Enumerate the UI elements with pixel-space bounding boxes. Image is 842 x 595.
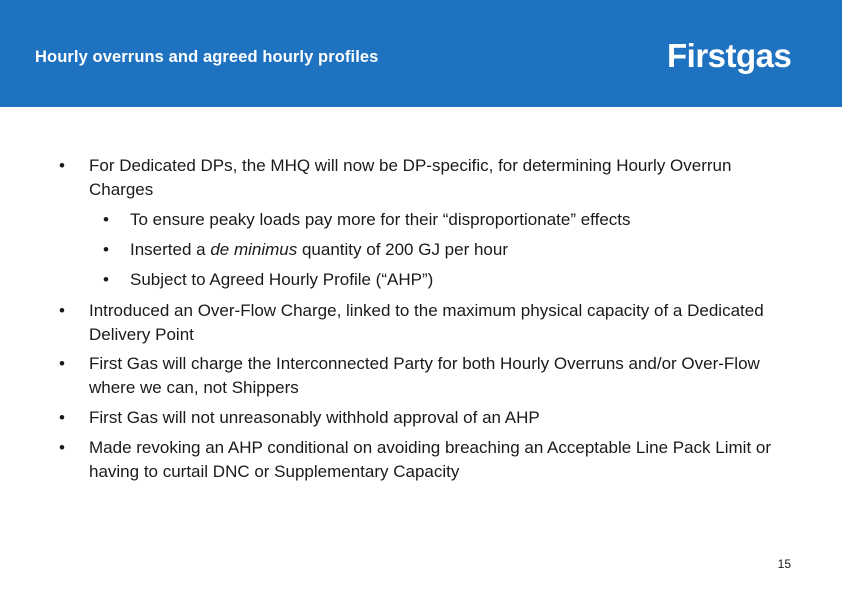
sub-bullet-item [103, 208, 790, 232]
bullet-text: For Dedicated DPs, the MHQ will now be DP-specific, for determining Hourly Overrun Charges [89, 156, 732, 199]
bullet-dot: • [103, 270, 109, 289]
svg-text:Firstgas: Firstgas [667, 37, 792, 74]
bullet-dot: • [59, 301, 65, 320]
bullet-dot: • [59, 438, 65, 457]
sub-bullet-item [103, 268, 790, 292]
bullet-text-suffix: quantity of 200 GJ per hour [297, 240, 508, 259]
bullet-text: First Gas will charge the Interconnected Party for both Hourly Overruns and/or Over-Flow where we can, not Shippers [89, 354, 760, 397]
bullet-dot: • [59, 354, 65, 373]
bullet-text-prefix: Inserted a [130, 240, 211, 259]
bullet-text: Subject to Agreed Hourly Profile (“AHP”) [130, 270, 434, 289]
bullet-dot: • [103, 210, 109, 229]
bullet-text: First Gas will not unreasonably withhold approval of an AHP [89, 408, 540, 427]
bullet-text-italic: de minimus [210, 240, 298, 259]
bullet-text: To ensure peaky loads pay more for their “disproportionate” effects [130, 210, 631, 229]
bullet-dot: • [59, 156, 65, 175]
bullet-item [59, 406, 794, 430]
bullet-item [59, 154, 794, 202]
bullet-text: Made revoking an AHP conditional on avoiding breaching an Acceptable Line Pack Limit or having to curtail DNC or Supplementary Capacity [89, 438, 772, 481]
bullet-dot: • [59, 408, 65, 427]
bullet-text: Introduced an Over-Flow Charge, linked to the maximum physical capacity of a Dedicated Delivery Point [89, 301, 764, 344]
bullet-item [59, 299, 794, 347]
slide-title: Hourly overruns and agreed hourly profiles [35, 48, 379, 66]
bullet-item [59, 352, 794, 400]
page-number: 15 [777, 557, 791, 571]
bullet-item [59, 436, 794, 484]
sub-bullet-item [103, 238, 790, 262]
bullet-dot: • [103, 240, 109, 259]
